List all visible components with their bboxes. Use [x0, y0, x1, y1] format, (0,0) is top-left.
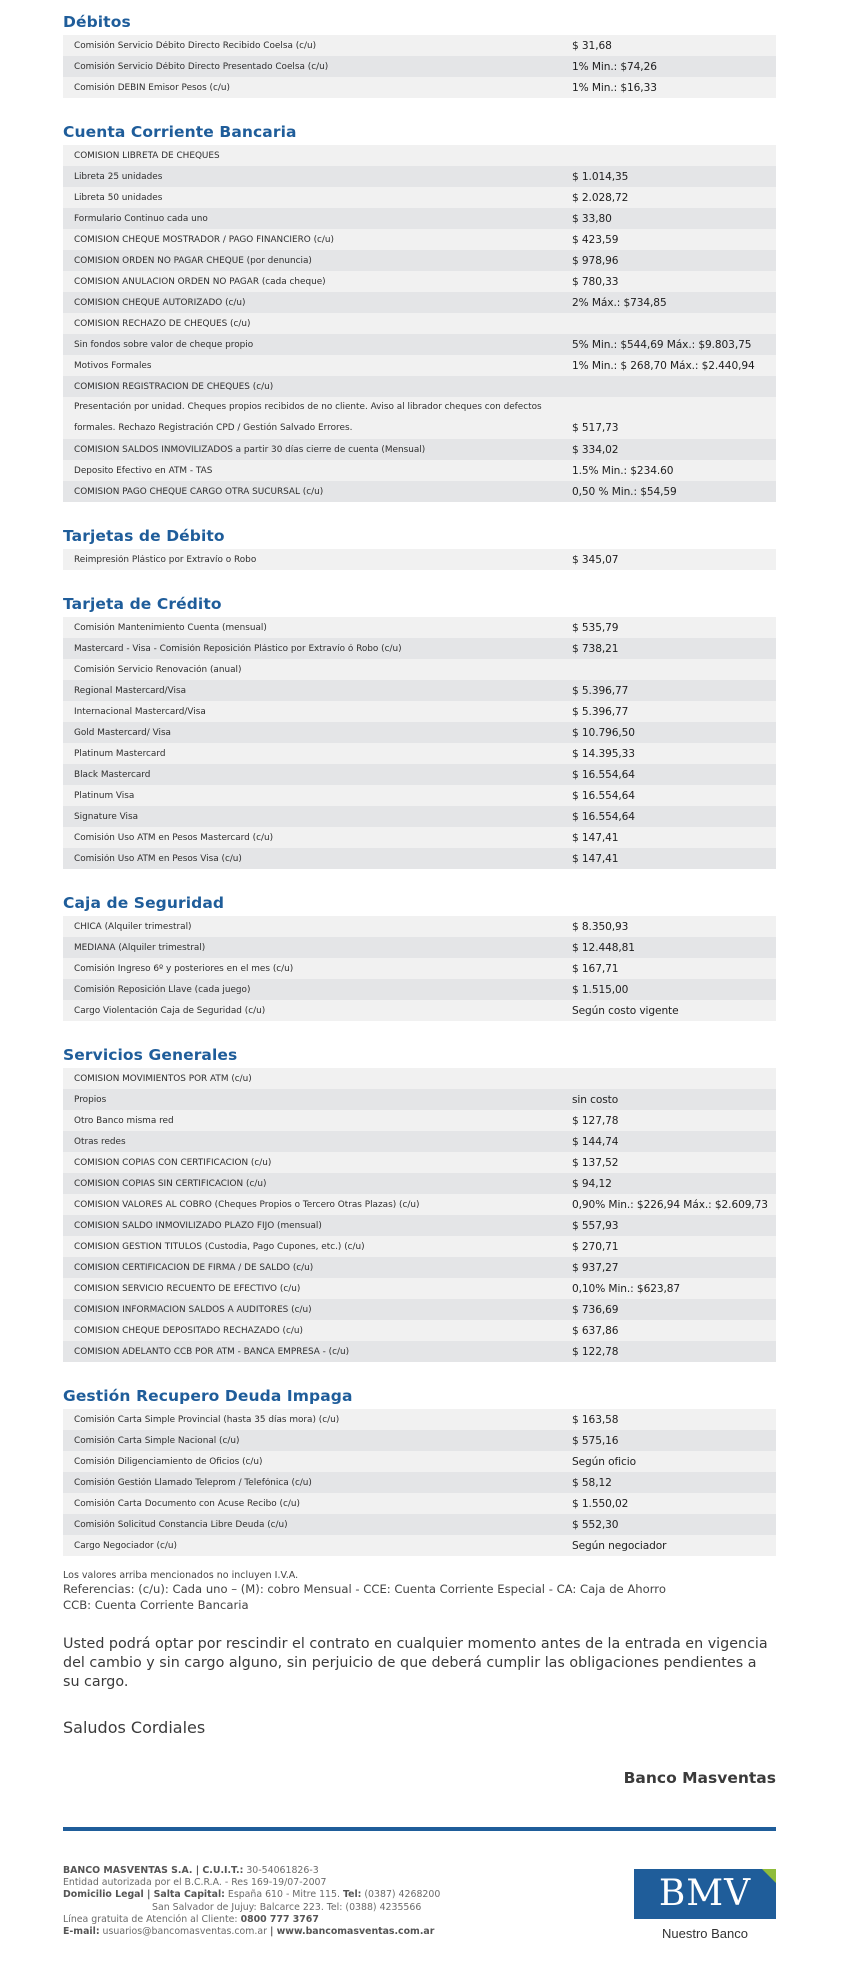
fee-row — [63, 397, 776, 439]
fee-value: $ 535,79 — [572, 621, 619, 634]
fee-row — [63, 187, 776, 208]
fee-description: Mastercard - Visa - Comisión Reposición Plástico por Extravío ó Robo (c/u) — [74, 643, 402, 654]
fee-row — [63, 1000, 776, 1021]
fee-description: Sin fondos sobre valor de cheque propio — [74, 339, 254, 350]
fee-value: $ 147,41 — [572, 852, 619, 865]
fee-section — [63, 891, 776, 1021]
fee-description: COMISION SALDO INMOVILIZADO PLAZO FIJO (mensual) — [74, 1220, 322, 1231]
fee-value: Según oficio — [572, 1455, 636, 1468]
fee-row — [63, 1409, 776, 1430]
fee-value: $ 127,78 — [572, 1114, 619, 1127]
fee-table — [63, 548, 776, 570]
fee-table — [63, 915, 776, 1021]
fee-description: Reimpresión Plástico por Extravío o Robo — [74, 554, 257, 565]
fee-value: $ 5.396,77 — [572, 705, 629, 718]
fee-row — [63, 1152, 776, 1173]
logo-green-corner — [762, 1869, 776, 1883]
fee-section — [63, 1384, 776, 1556]
fee-value: 1% Min.: $16,33 — [572, 81, 657, 94]
fee-value: 1.5% Min.: $234.60 — [572, 464, 674, 477]
fee-row — [63, 166, 776, 187]
fee-value: Según costo vigente — [572, 1004, 679, 1017]
fee-table — [63, 34, 776, 98]
fee-description: COMISION COPIAS SIN CERTIFICACION (c/u) — [74, 1178, 267, 1189]
fee-description: Comisión Carta Documento con Acuse Recibo (c/u) — [74, 1498, 300, 1509]
fee-table — [63, 1408, 776, 1556]
fee-value: 0,50 % Min.: $54,59 — [572, 485, 677, 498]
fee-value: $ 552,30 — [572, 1518, 619, 1531]
fee-value: $ 978,96 — [572, 254, 619, 267]
fee-description: Comisión Servicio Débito Directo Recibido Coelsa (c/u) — [74, 40, 317, 51]
fee-row — [63, 271, 776, 292]
fee-row — [63, 827, 776, 848]
fee-description: Comisión Uso ATM en Pesos Visa (c/u) — [74, 853, 242, 864]
fee-row — [63, 1131, 776, 1152]
fee-value: $ 122,78 — [572, 1345, 619, 1358]
fee-description: COMISIÓN CHEQUE AUTORIZADO (c/u) — [74, 297, 246, 308]
fee-row — [63, 1299, 776, 1320]
fee-value: $ 5.396,77 — [572, 684, 629, 697]
fee-value: $ 575,16 — [572, 1434, 619, 1447]
fee-description: Comisión Servicio Renovación (anual) — [74, 664, 242, 675]
fee-row — [63, 1173, 776, 1194]
fee-value: $ 345,07 — [572, 553, 619, 566]
fee-row — [63, 1493, 776, 1514]
fee-description: MEDIANA (Alquiler trimestral) — [74, 942, 206, 953]
fee-value: $ 58,12 — [572, 1476, 612, 1489]
fee-description: COMISIÓN ADELANTO CCB POR ATM - BANCA EMPRESA - (c/u) — [74, 1346, 350, 1357]
fee-value: $ 1.014,35 — [572, 170, 629, 183]
fee-value: $ 144,74 — [572, 1135, 619, 1148]
bank-signature: Banco Masventas — [623, 1769, 776, 1787]
fee-row — [63, 958, 776, 979]
bmv-logo-box — [634, 1869, 776, 1919]
fee-value: $ 780,33 — [572, 275, 619, 288]
bmv-logo-text: BMV — [658, 1873, 752, 1914]
fee-description: Comisión Gestión Llamado Teleprom / Telefónica (c/u) — [74, 1477, 312, 1488]
iva-note: Los valores arriba mencionados no incluyen I.V.A. — [63, 1570, 299, 1581]
fee-value: $ 937,27 — [572, 1261, 619, 1274]
footer-cuit: 30-54061826-3 — [243, 1865, 319, 1876]
section-title: Gestión Recupero Deuda Impaga — [63, 1387, 353, 1405]
fee-description: COMISION GESTION TITULOS (Custodia, Pago Cupones, etc.) (c/u) — [74, 1241, 365, 1252]
fee-value: $ 8.350,93 — [572, 920, 629, 933]
fee-value: $ 12.448,81 — [572, 941, 635, 954]
fee-row — [63, 979, 776, 1000]
fee-value: $ 33,80 — [572, 212, 612, 225]
footer-email-label[interactable]: E-mail: — [63, 1926, 100, 1938]
footer-salta-tel: (0387) 4268200 — [361, 1889, 441, 1901]
fee-row — [63, 1514, 776, 1535]
fee-table — [63, 616, 776, 869]
footer-bcra: Entidad autorizada por el B.C.R.A. - Res 169-19/07-2007 — [63, 1877, 327, 1889]
fee-value: $ 31,68 — [572, 39, 612, 52]
fee-value: $ 334,02 — [572, 443, 619, 456]
fee-description: Otras redes — [74, 1136, 126, 1147]
fee-sections — [63, 10, 776, 1556]
fee-row — [63, 229, 776, 250]
footer-domicilio-label: Domicilio Legal | Salta Capital: — [63, 1889, 225, 1901]
footer-company: BANCO MASVENTAS S.A. | C.U.I.T.: — [63, 1865, 244, 1876]
fee-description: Comisión Uso ATM en Pesos Mastercard (c/u) — [74, 832, 274, 843]
fee-value: $ 517,73 — [572, 422, 619, 434]
fee-description: Libreta 50 unidades — [74, 192, 163, 203]
footer-website[interactable]: | www.bancomasventas.com.ar — [269, 1926, 435, 1938]
fee-section — [63, 524, 776, 570]
fee-row — [63, 806, 776, 827]
fee-description: COMISION CHEQUE DEPOSITADO RECHAZADO (c/u) — [74, 1325, 303, 1336]
fee-row — [63, 376, 776, 397]
fee-description: Propios — [74, 1094, 107, 1105]
fee-row — [63, 292, 776, 313]
fee-description: Signature Visa — [74, 811, 139, 822]
fee-row — [63, 1236, 776, 1257]
footer-tel-label: Tel: — [342, 1889, 362, 1901]
fee-description: Comisión DEBIN Emisor Pesos (c/u) — [74, 82, 230, 93]
section-title: Cuenta Corriente Bancaria — [63, 123, 297, 141]
fee-description: CHICA (Alquiler trimestral) — [74, 921, 192, 932]
fee-row — [63, 208, 776, 229]
fee-row — [63, 764, 776, 785]
fee-row — [63, 145, 776, 166]
section-title: Caja de Seguridad — [63, 894, 225, 912]
fee-row — [63, 1430, 776, 1451]
fee-value: $ 16.554,64 — [572, 789, 635, 802]
section-title: Servicios Generales — [63, 1046, 238, 1064]
references-note — [63, 1581, 776, 1613]
fee-description: COMISIÓN RECHAZO DE CHEQUES (c/u) — [74, 318, 251, 329]
footer-email[interactable]: usuarios@bancomasventas.com.ar — [99, 1926, 270, 1938]
fee-description: Comisión Mantenimiento Cuenta (mensual) — [74, 622, 267, 633]
fee-description: Regional Mastercard/Visa — [74, 685, 187, 696]
fee-section — [63, 120, 776, 502]
fee-value: $ 14.395,33 — [572, 747, 635, 760]
fee-row — [63, 1110, 776, 1131]
fee-description: COMISIÓN ANULACIÓN ORDEN NO PAGAR (cada cheque) — [74, 276, 326, 287]
fee-row — [63, 701, 776, 722]
fee-description: Gold Mastercard/ Visa — [74, 727, 172, 738]
fee-description: Internacional Mastercard/Visa — [74, 706, 206, 717]
logo-tagline: Nuestro Banco — [662, 1926, 748, 1941]
fee-value: $ 16.554,64 — [572, 768, 635, 781]
fee-row — [63, 77, 776, 98]
fee-row — [63, 549, 776, 570]
fee-value: $ 1.550,02 — [572, 1497, 629, 1510]
fee-row — [63, 1215, 776, 1236]
fee-description: COMISION COPIAS CON CERTIFICACION (c/u) — [74, 1157, 272, 1168]
fee-description: Platinum Mastercard — [74, 748, 166, 759]
fee-value: $ 16.554,64 — [572, 810, 635, 823]
fee-description: Comisión Carta Simple Nacional (c/u) — [74, 1435, 240, 1446]
fee-description: Platinum Visa — [74, 790, 135, 801]
references-line-2: CCB: Cuenta Corriente Bancaria — [63, 1598, 249, 1612]
section-title: Tarjeta de Crédito — [63, 595, 222, 613]
fee-row — [63, 1278, 776, 1299]
greeting: Saludos Cordiales — [63, 1718, 206, 1737]
fee-schedule-page — [63, 0, 776, 1957]
fee-row — [63, 56, 776, 77]
fee-value: sin costo — [572, 1093, 619, 1106]
fee-row — [63, 1068, 776, 1089]
fee-description: Cargo Negociador (c/u) — [74, 1540, 177, 1551]
footer-hotline-label: Línea gratuita de Atención al Cliente: — [63, 1913, 241, 1925]
rescind-paragraph: Usted podrá optar por rescindir el contrato en cualquier momento antes de la entrada en vigencia del cambio y sin cargo alguno, sin perjuicio de que deberá cumplir las obligaciones pendientes a su cargo. — [63, 1636, 768, 1690]
fee-description: COMISION VALORES AL COBRO (Cheques Propios o Tercero Otras Plazas) (c/u) — [74, 1199, 420, 1210]
fee-value: $ 94,12 — [572, 1177, 612, 1190]
fee-value: 0,10% Min.: $623,87 — [572, 1282, 681, 1295]
fee-description: Comisión Carta Simple Provincial (hasta 35 días mora) (c/u) — [74, 1414, 340, 1425]
fee-description: Comisión Reposición Llave (cada juego) — [74, 984, 251, 995]
fee-row — [63, 617, 776, 638]
fee-description: Comisión Servicio Débito Directo Presentado Coelsa (c/u) — [74, 61, 329, 72]
fee-description: COMISION SERVICIO RECUENTO DE EFECTIVO (c/u) — [74, 1283, 301, 1294]
fee-value: 1% Min.: $ 268,70 Máx.: $2.440,94 — [572, 359, 755, 372]
fee-description: Formulario Continuo cada uno — [74, 213, 208, 224]
fee-row — [63, 439, 776, 460]
fee-row — [63, 785, 776, 806]
fee-value: $ 147,41 — [572, 831, 619, 844]
bank-logo — [634, 1869, 776, 1941]
fee-description: COMISIÓN REGISTRACIÓN DE CHEQUES (c/u) — [74, 381, 274, 392]
fee-row — [63, 638, 776, 659]
footer-jujuy-address: San Salvador de Jujuy: Balcarce 223. Tel: (0388) 4235566 — [152, 1901, 422, 1913]
fee-value: $ 137,52 — [572, 1156, 619, 1169]
fee-row — [63, 937, 776, 958]
fee-row — [63, 334, 776, 355]
fee-section — [63, 592, 776, 869]
fee-value: $ 736,69 — [572, 1303, 619, 1316]
fee-description: Otro Banco misma red — [74, 1115, 174, 1126]
fee-description: COMISIÓN LIBRETA DE CHEQUES — [74, 150, 220, 161]
fee-value: 2% Máx.: $734,85 — [572, 296, 667, 309]
fee-section — [63, 1043, 776, 1362]
fee-table — [63, 144, 776, 502]
fee-description: Cargo Violentación Caja de Seguridad (c/u) — [74, 1005, 266, 1016]
section-title: Débitos — [63, 13, 131, 31]
fee-row — [63, 35, 776, 56]
fee-row — [63, 1320, 776, 1341]
fee-description: COMISIÓN ORDEN NO PAGAR CHEQUE (por denuncia) — [74, 255, 312, 266]
fee-value: 0,90% Min.: $226,94 Máx.: $2.609,73 — [572, 1198, 768, 1211]
fee-description: Presentación por unidad. Cheques propios recibidos de no cliente. Aviso al librador cheques con defectos formales. Rechazo Registración CPD / Gestión Salvado Errores. — [74, 402, 542, 433]
fee-row — [63, 313, 776, 334]
references-line-1: Referencias: (c/u): Cada uno – (M): cobro Mensual - CCE: Cuenta Corriente Especial - CA: Caja de Ahorro — [63, 1582, 666, 1596]
fee-section — [63, 10, 776, 98]
fee-row — [63, 1341, 776, 1362]
fee-row — [63, 250, 776, 271]
fee-description: Deposito Efectivo en ATM - TAS — [74, 465, 213, 476]
footer-divider — [63, 1827, 776, 1831]
fee-value: $ 637,86 — [572, 1324, 619, 1337]
footer-hotline-number: 0800 777 3767 — [240, 1913, 319, 1925]
fee-description: COMISION INFORMACION SALDOS A AUDITORES (c/u) — [74, 1304, 312, 1315]
fee-row — [63, 848, 776, 869]
fee-row — [63, 1535, 776, 1556]
fee-row — [63, 1194, 776, 1215]
fee-row — [63, 460, 776, 481]
fee-row — [63, 1472, 776, 1493]
fee-row — [63, 1257, 776, 1278]
fee-row — [63, 722, 776, 743]
fee-description: Black Mastercard — [74, 769, 151, 780]
fee-value: $ 2.028,72 — [572, 191, 629, 204]
fee-value: $ 423,59 — [572, 233, 619, 246]
fee-description: COMISIÓN PAGO CHEQUE CARGO OTRA SUCURSAL (c/u) — [74, 486, 324, 497]
fee-description: Libreta 25 unidades — [74, 171, 163, 182]
fee-table — [63, 1067, 776, 1362]
fee-value: 1% Min.: $74,26 — [572, 60, 657, 73]
footer — [63, 1865, 776, 1957]
fee-description: COMISION MOVIMIENTOS POR ATM (c/u) — [74, 1073, 252, 1084]
fee-row — [63, 1451, 776, 1472]
fee-description: COMISION CERTIFICACION DE FIRMA / DE SALDO (c/u) — [74, 1262, 314, 1273]
fee-row — [63, 659, 776, 680]
fee-description: Comisión Ingreso 6º y posteriores en el mes (c/u) — [74, 963, 294, 974]
fee-value: $ 167,71 — [572, 962, 619, 975]
fee-row — [63, 743, 776, 764]
fee-value: $ 1.515,00 — [572, 983, 629, 996]
fee-description: Comisión Solicitud Constancia Libre Deuda (c/u) — [74, 1519, 288, 1530]
fee-row — [63, 916, 776, 937]
fee-value: $ 10.796,50 — [572, 726, 635, 739]
fee-value: 5% Min.: $544,69 Máx.: $9.803,75 — [572, 338, 752, 351]
fee-value: $ 270,71 — [572, 1240, 619, 1253]
fee-value: $ 738,21 — [572, 642, 619, 655]
section-title: Tarjetas de Débito — [63, 527, 225, 545]
fee-row — [63, 481, 776, 502]
fee-row — [63, 1089, 776, 1110]
fee-description: Comisión Diligenciamiento de Oficios (c/u) — [74, 1456, 263, 1467]
fee-value: $ 557,93 — [572, 1219, 619, 1232]
fee-description: Motivos Formales — [74, 360, 152, 371]
fee-description: COMISIÓN CHEQUE MOSTRADOR / PAGO FINANCIERO (c/u) — [74, 234, 335, 245]
fee-row — [63, 680, 776, 701]
fee-value: Según negociador — [572, 1539, 667, 1552]
fee-description: COMISIÓN SALDOS INMOVILIZADOS a partir 30 días cierre de cuenta (Mensual) — [74, 444, 426, 455]
fee-row — [63, 355, 776, 376]
fee-value: $ 163,58 — [572, 1413, 619, 1426]
footer-salta-address: España 610 - Mitre 115. — [224, 1889, 343, 1901]
